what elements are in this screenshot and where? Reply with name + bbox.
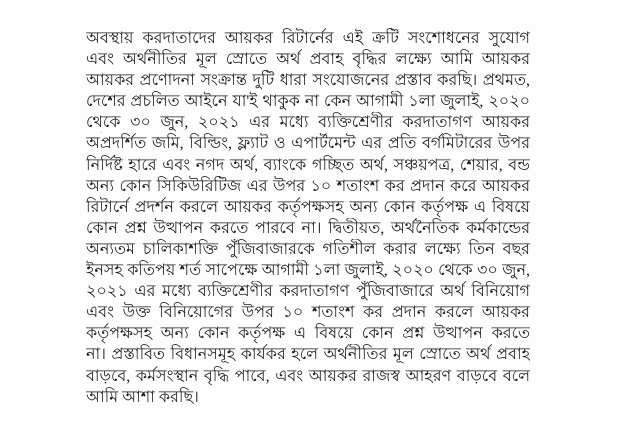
paragraph-block: [86, 28, 530, 408]
text-line: রিটার্নে প্রদর্শন করলে আয়কর কর্তৃপক্ষসহ অন্য কোন কর্তৃপক্ষ এ বিষয়ে: [86, 198, 530, 216]
text-line: আয়কর প্রণোদনা সংক্রান্ত দুটি ধারা সংযোজনের প্রস্তাব করছি। প্রথমত,: [86, 72, 530, 90]
text-line: অপ্রদর্শিত জমি, বিল্ডিং, ফ্ল্যাট ও এপার্টমেন্ট এর প্রতি বর্গমিটারের উপর: [86, 135, 530, 153]
text-line: আমি আশা করছি।: [86, 388, 199, 406]
text-line: বাড়বে, কর্মসংস্থান বৃদ্ধি পাবে, এবং আয়কর রাজস্ব আহরণ বাড়বে বলে: [86, 367, 530, 385]
text-line: অন্যতম চালিকাশক্তি পুঁজিবাজারকে গতিশীল করার লক্ষ্যে তিন বছর: [86, 240, 530, 258]
text-line: না। প্রস্তাবিত বিধানসমূহ কার্যকর হলে অর্থনীতির মূল স্রোতে অর্থ প্রবাহ: [86, 346, 530, 364]
text-line: এবং অর্থনীতির মূল স্রোতে অর্থ প্রবাহ বৃদ্ধির লক্ষ্যে আমি আয়কর: [86, 51, 530, 69]
text-line: ইনসহ কতিপয় শর্ত সাপেক্ষে আগামী ১লা জুলাই, ২০২০ থেকে ৩০ জুন,: [86, 262, 530, 280]
text-line: থেকে ৩০ জুন, ২০২১ এর মধ্যে ব্যক্তিশ্রেণীর করদাতাগণ আয়কর: [86, 114, 530, 132]
text-line: এবং উক্ত বিনিয়োগের উপর ১০ শতাংশ কর প্রদান করলে আয়কর: [86, 304, 530, 322]
text-line: ২০২১ এর মধ্যে ব্যক্তিশ্রেণীর করদাতাগণ পুঁজিবাজারে অর্থ বিনিয়োগ: [86, 283, 530, 301]
text-line: কর্তৃপক্ষসহ অন্য কোন কর্তৃপক্ষ এ বিষয়ে কোন প্রশ্ন উত্থাপন করতে: [86, 325, 530, 343]
text-line: দেশের প্রচলিত আইনে যা'ই থাকুক না কেন আগামী ১লা জুলাই, ২০২০: [86, 93, 530, 111]
text-line: অন্য কোন সিকিউরিটিজ এর উপর ১০ শতাংশ কর প্রদান করে আয়কর: [86, 177, 530, 195]
text-line: অবস্থায় করদাতাদের আয়কর রিটার্নের এই ক্রটি সংশোধনের সুযোগ: [86, 30, 530, 47]
text-line: কোন প্রশ্ন উত্থাপন করতে পারবে না। দ্বিতীয়ত, অর্থনৈতিক কর্মকান্ডের: [86, 219, 530, 237]
text-line: নির্দিষ্ট হারে এবং নগদ অর্থ, ব্যাংকে গচ্ছিত অর্থ, সঞ্চয়পত্র, শেয়ার, বন্ড: [86, 156, 530, 174]
